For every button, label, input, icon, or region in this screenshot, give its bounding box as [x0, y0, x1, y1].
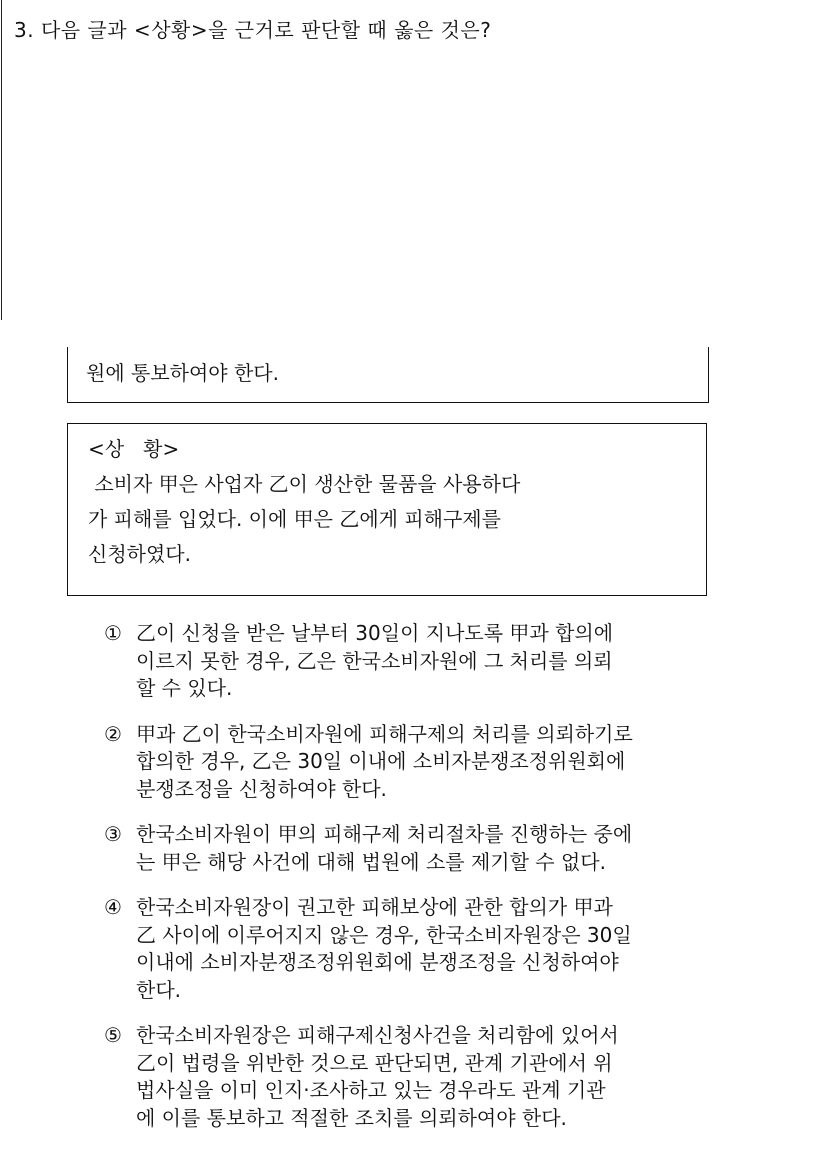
option-line: 이내에 소비자분쟁조정위원회에 분쟁조정을 신청하여야	[136, 950, 619, 974]
option-line: 乙이 법령을 위반한 것으로 판단되면, 관계 기관에서 위	[136, 1050, 613, 1075]
option-line: 분쟁조정을 신청하여야 한다.	[136, 776, 387, 801]
option-5[interactable]	[104, 1022, 794, 1132]
situation-line: 신청하였다.	[88, 542, 191, 566]
option-line: 한국소비자원장이 권고한 피해보상에 관한 합의가 甲과	[136, 895, 613, 919]
option-line: 한다.	[136, 977, 181, 1002]
option-line: 乙 사이에 이루어지지 않은 경우, 한국소비자원장은 30일	[136, 922, 632, 947]
column-divider	[1, 0, 2, 320]
option-3[interactable]	[104, 821, 794, 876]
option-line: 乙이 신청을 받은 날부터 30일이 지나도록 甲과 합의에	[136, 621, 614, 645]
option-line: 한국소비자원이 甲의 피해구제 처리절차를 진행하는 중에	[136, 822, 633, 846]
option-line: 에 이를 통보하고 적절한 조치를 의뢰하여야 한다.	[136, 1105, 567, 1130]
option-4[interactable]	[104, 894, 794, 1004]
option-line: 할 수 있다.	[136, 676, 233, 700]
option-line: 甲과 乙이 한국소비자원에 피해구제의 처리를 의뢰하기로	[136, 721, 633, 746]
option-number: ②	[104, 721, 122, 746]
option-line: 법사실을 이미 인지·조사하고 있는 경우라도 관계 기관	[136, 1078, 606, 1102]
question-title: 3. 다음 글과 <상황>을 근거로 판단할 때 옳은 것은?	[14, 18, 492, 42]
answer-options	[104, 620, 794, 1150]
option-number: ④	[104, 895, 122, 919]
option-1[interactable]	[104, 620, 794, 703]
situation-box	[67, 423, 707, 596]
situation-line: 소비자 甲은 사업자 乙이 생산한 물품을 사용하다	[88, 472, 521, 496]
option-line: 는 甲은 해당 사건에 대해 법원에 소를 제기할 수 없다.	[136, 849, 606, 874]
option-2[interactable]	[104, 721, 794, 804]
situation-line: 가 피해를 입었다. 이에 甲은 乙에게 피해구제를	[88, 507, 501, 531]
passage-box-fragment	[67, 347, 709, 403]
option-line: 합의한 경우, 乙은 30일 이내에 소비자분쟁조정위원회에	[136, 749, 626, 773]
option-number: ③	[104, 822, 122, 846]
situation-title: <상 황>	[88, 437, 180, 461]
option-number: ①	[104, 621, 122, 645]
option-line: 이르지 못한 경우, 乙은 한국소비자원에 그 처리를 의뢰	[136, 648, 613, 673]
option-number: ⑤	[104, 1023, 122, 1047]
passage-text: 원에 통보하여야 한다.	[86, 361, 279, 385]
option-line: 한국소비자원장은 피해구제신청사건을 처리함에 있어서	[136, 1023, 619, 1047]
